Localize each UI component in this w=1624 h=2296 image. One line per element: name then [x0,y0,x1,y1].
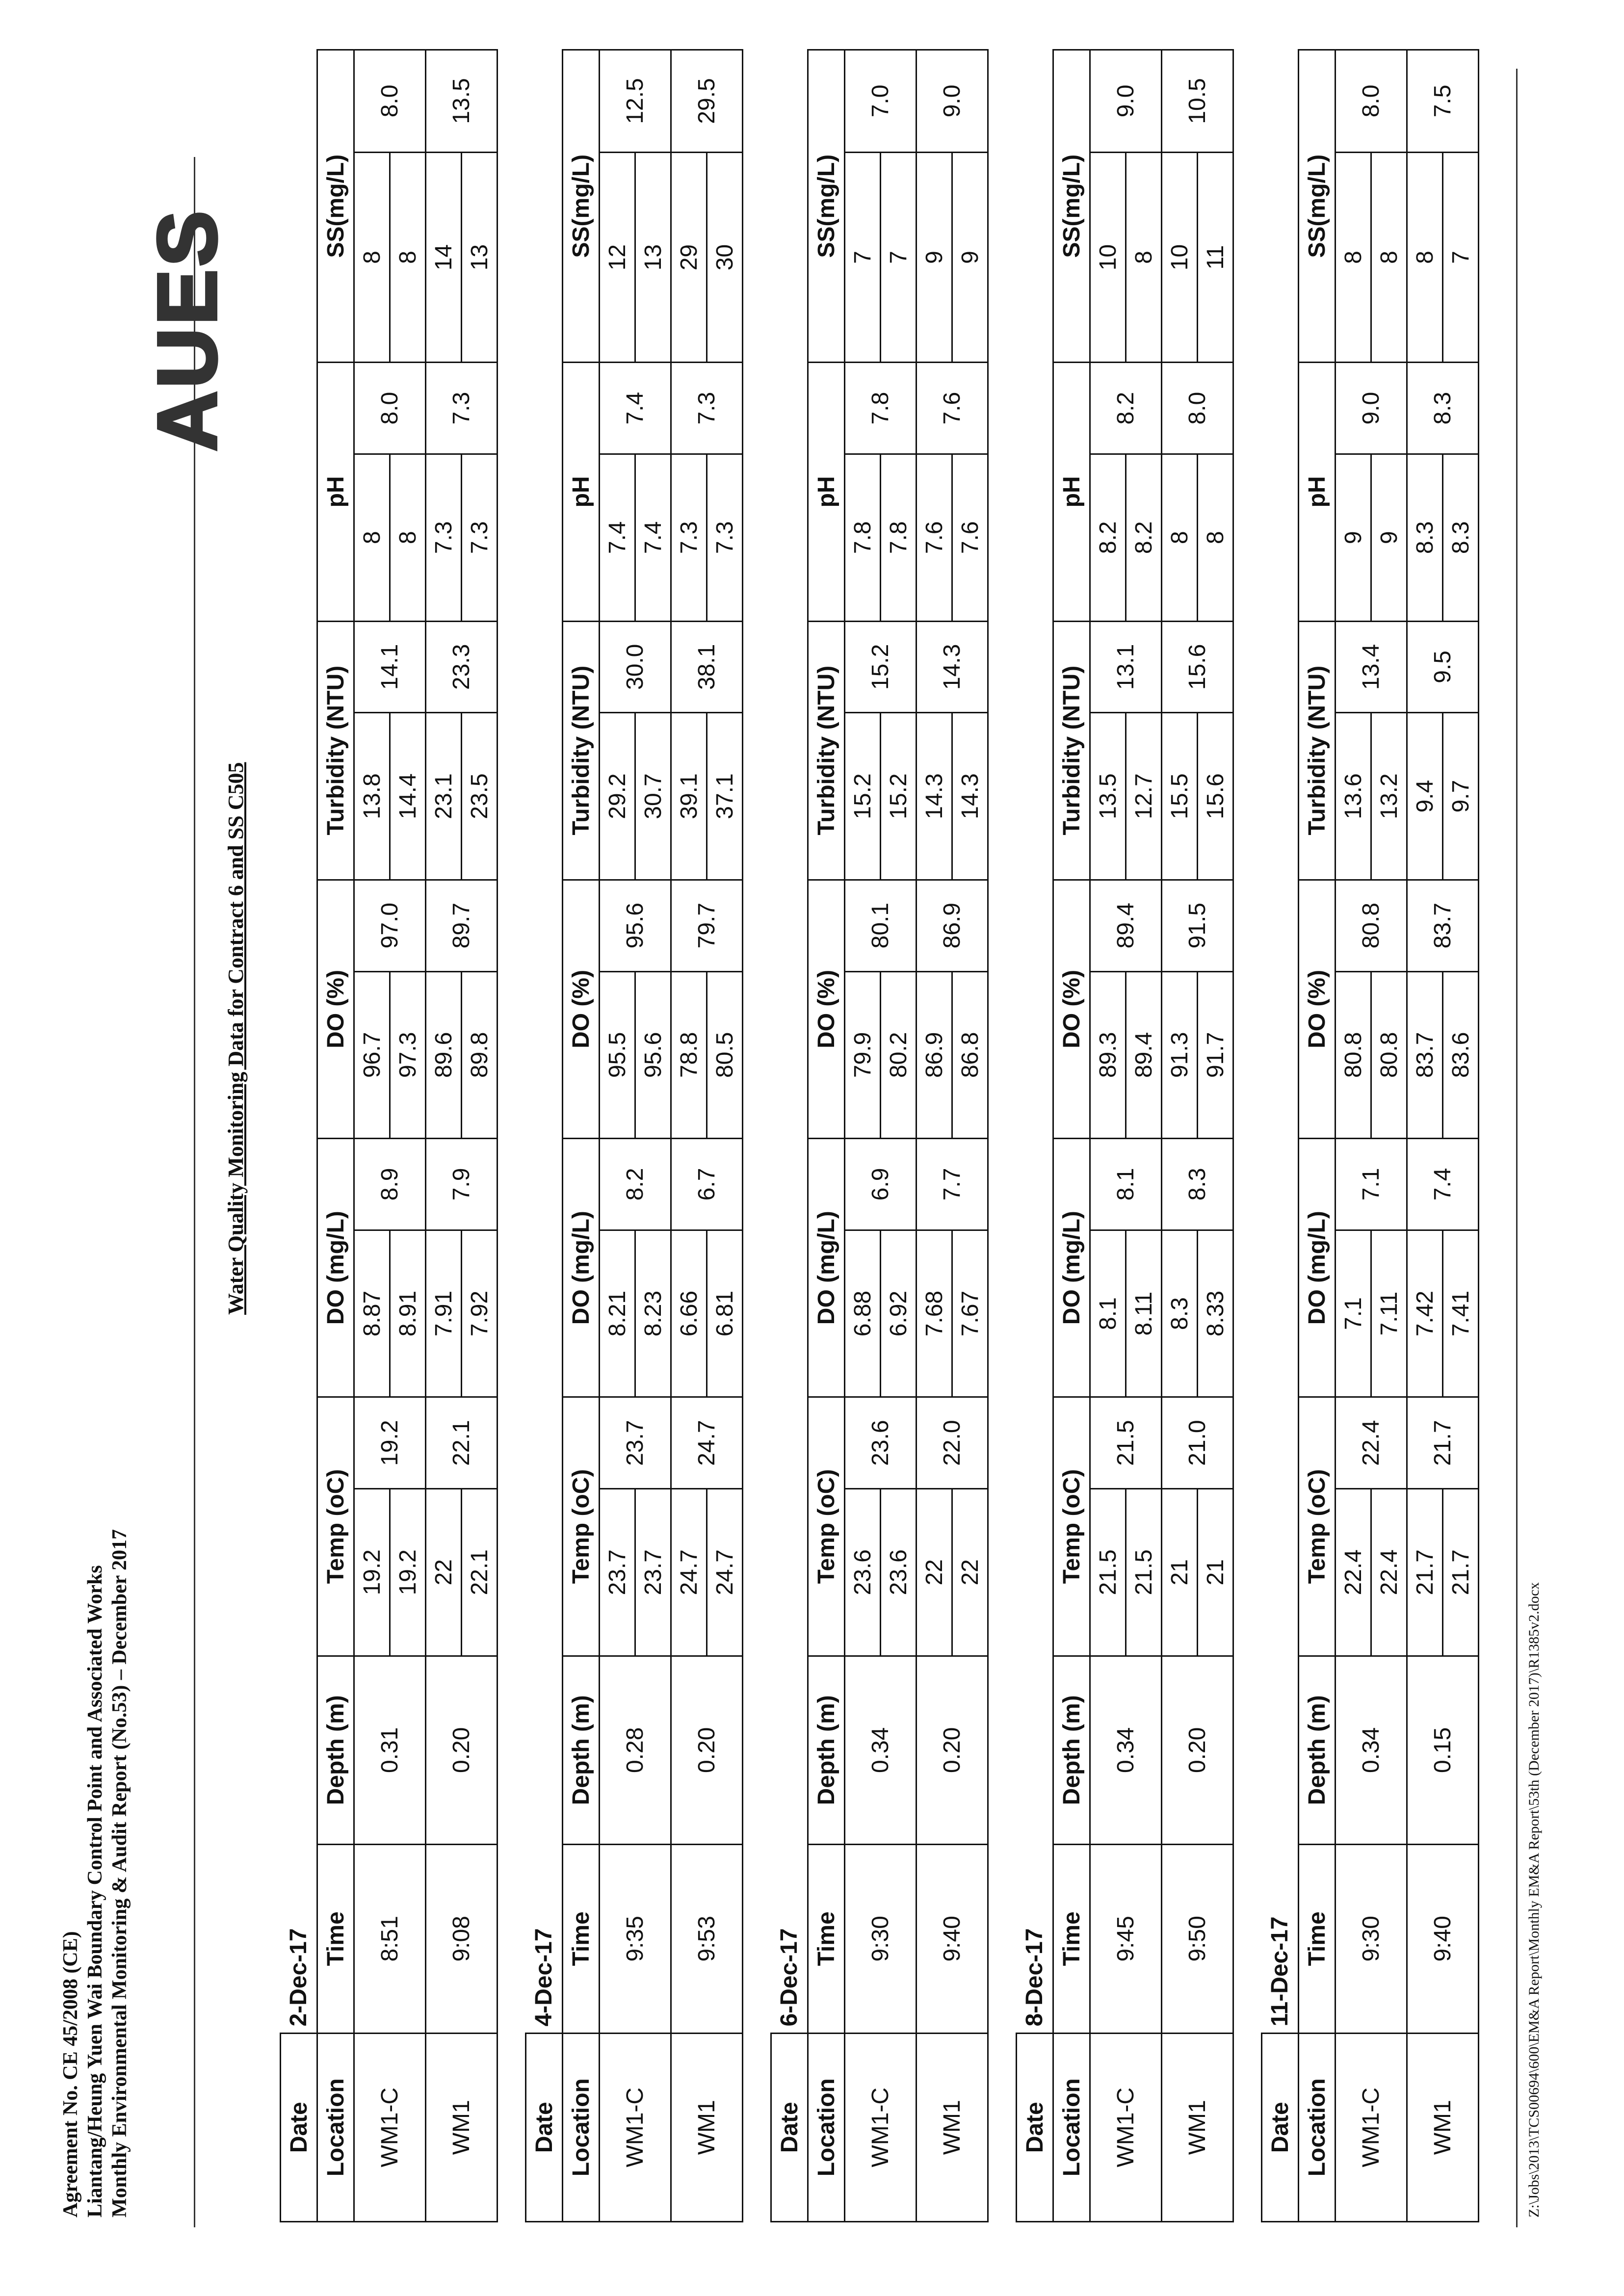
temp-reading: 21 [1198,1489,1233,1656]
do-mgl-average: 6.9 [845,1139,917,1230]
do-pct-reading: 97.3 [390,971,426,1139]
location-cell: WM1 [671,2033,743,2221]
ss-average: 29.5 [671,50,743,153]
time-cell: 9:50 [1162,1845,1233,2033]
column-header-do-mgl: DO (mg/L) [808,1139,845,1397]
column-header-temp: Temp (oC) [563,1397,600,1656]
monitoring-table [280,49,498,2222]
ss-reading: 7 [1443,152,1479,362]
column-header-ph: pH [317,363,354,621]
column-header-location: Location [808,2033,845,2221]
temp-reading: 23.7 [600,1489,635,1656]
do-mgl-reading: 7.42 [1407,1230,1443,1397]
column-header-depth: Depth (m) [563,1656,600,1844]
ph-average: 9.0 [1336,363,1407,454]
turb-reading: 39.1 [671,713,707,880]
temp-reading: 22 [426,1489,462,1656]
turb-average: 15.6 [1162,621,1233,713]
date-row [526,50,563,2222]
column-header-temp: Temp (oC) [1299,1397,1336,1656]
column-header-depth: Depth (m) [317,1656,354,1844]
ph-reading: 7.3 [462,454,498,622]
date-label: Date [1017,2033,1053,2221]
do-pct-average: 79.7 [671,880,743,971]
do-mgl-average: 7.1 [1336,1139,1407,1230]
column-header-temp: Temp (oC) [1053,1397,1090,1656]
table-row [845,50,881,2222]
do-mgl-reading: 7.11 [1371,1230,1407,1397]
ss-reading: 9 [917,152,952,362]
do-pct-average: 89.7 [426,880,498,971]
time-cell: 8:51 [354,1845,426,2033]
temp-reading: 22.4 [1371,1489,1407,1656]
column-header-ss: SS(mg/L) [317,50,354,363]
date-row [771,50,808,2222]
column-header-time: Time [563,1845,600,2033]
ph-reading: 8.3 [1407,454,1443,622]
location-cell: WM1-C [1090,2033,1162,2221]
do-pct-average: 80.8 [1336,880,1407,971]
date-value: 4-Dec-17 [526,50,563,2034]
temp-average: 22.1 [426,1397,498,1489]
do-pct-reading: 95.5 [600,971,635,1139]
column-header-do-mgl: DO (mg/L) [563,1139,600,1397]
ph-average: 8.0 [354,363,426,454]
do-pct-average: 95.6 [600,880,671,971]
ss-reading: 30 [707,152,743,362]
location-cell: WM1 [917,2033,988,2221]
depth-cell: 0.34 [845,1656,917,1844]
table-row [354,50,390,2222]
monitoring-table [770,49,989,2222]
ss-reading: 8 [390,152,426,362]
ss-reading: 8 [1336,152,1371,362]
ph-reading: 9 [1336,454,1371,622]
temp-average: 24.7 [671,1397,743,1489]
do-pct-reading: 80.8 [1371,971,1407,1139]
column-header-location: Location [1299,2033,1336,2221]
temp-average: 19.2 [354,1397,426,1489]
turb-reading: 29.2 [600,713,635,880]
column-header-temp: Temp (oC) [317,1397,354,1656]
ss-reading: 8 [1371,152,1407,362]
do-mgl-reading: 8.1 [1090,1230,1126,1397]
temp-reading: 19.2 [390,1489,426,1656]
turb-reading: 13.2 [1371,713,1407,880]
header-row [317,50,354,2222]
column-header-turbidity: Turbidity (NTU) [1299,621,1336,880]
do-mgl-average: 8.1 [1090,1139,1162,1230]
column-header-time: Time [1299,1845,1336,2033]
turb-reading: 9.7 [1443,713,1479,880]
turb-reading: 12.7 [1126,713,1162,880]
depth-cell: 0.34 [1336,1656,1407,1844]
turb-reading: 9.4 [1407,713,1443,880]
ph-reading: 7.4 [635,454,671,622]
time-cell: 9:35 [600,1845,671,2033]
do-pct-average: 91.5 [1162,880,1233,971]
turb-average: 23.3 [426,621,498,713]
location-cell: WM1-C [845,2033,917,2221]
column-header-turbidity: Turbidity (NTU) [1053,621,1090,880]
column-header-ss: SS(mg/L) [808,50,845,363]
ph-average: 7.4 [600,363,671,454]
time-cell: 9:45 [1090,1845,1162,2033]
table-row [1090,50,1126,2222]
depth-cell: 0.34 [1090,1656,1162,1844]
do-pct-average: 86.9 [917,880,988,971]
ph-average: 8.0 [1162,363,1233,454]
location-cell: WM1-C [1336,2033,1407,2221]
ph-average: 8.2 [1090,363,1162,454]
do-mgl-average: 8.3 [1162,1139,1233,1230]
do-pct-reading: 83.7 [1407,971,1443,1139]
date-label: Date [771,2033,808,2221]
turb-average: 38.1 [671,621,743,713]
column-header-do-pct: DO (%) [317,880,354,1138]
column-header-do-pct: DO (%) [808,880,845,1138]
aues-logo [141,157,240,451]
ph-reading: 7.6 [917,454,952,622]
depth-cell: 0.20 [426,1656,498,1844]
temp-average: 22.0 [917,1397,988,1489]
do-mgl-average: 7.7 [917,1139,988,1230]
table-row [1162,50,1198,2222]
column-header-depth: Depth (m) [1299,1656,1336,1844]
logo-text: AUES [141,208,234,451]
ss-average: 7.5 [1407,50,1479,153]
do-pct-reading: 80.8 [1336,971,1371,1139]
ss-reading: 13 [635,152,671,362]
do-mgl-reading: 6.92 [881,1230,917,1397]
temp-reading: 23.6 [881,1489,917,1656]
date-value: 8-Dec-17 [1017,50,1053,2034]
ph-reading: 7.4 [600,454,635,622]
column-header-do-pct: DO (%) [1299,880,1336,1138]
table-row [1336,50,1371,2222]
do-pct-reading: 89.3 [1090,971,1126,1139]
time-cell: 9:53 [671,1845,743,2033]
location-cell: WM1-C [354,2033,426,2221]
column-header-do-mgl: DO (mg/L) [1299,1139,1336,1397]
document-subtitle: Water Quality Monitoring Data for Contract 6 and SS C505 [224,762,248,1315]
ss-reading: 13 [462,152,498,362]
footer-divider [1516,69,1518,2227]
ss-reading: 7 [881,152,917,362]
do-pct-reading: 79.9 [845,971,881,1139]
ph-average: 7.8 [845,363,917,454]
header-row [808,50,845,2222]
column-header-temp: Temp (oC) [808,1397,845,1656]
column-header-turbidity: Turbidity (NTU) [808,621,845,880]
do-pct-reading: 80.2 [881,971,917,1139]
turb-reading: 15.2 [881,713,917,880]
do-mgl-reading: 7.1 [1336,1230,1371,1397]
turb-reading: 37.1 [707,713,743,880]
turb-average: 13.4 [1336,621,1407,713]
temp-reading: 22 [917,1489,952,1656]
ss-reading: 11 [1198,152,1233,362]
monitoring-table [525,49,743,2222]
turb-reading: 13.6 [1336,713,1371,880]
ss-reading: 9 [952,152,988,362]
table-row [671,50,707,2222]
do-pct-reading: 83.6 [1443,971,1479,1139]
turb-reading: 30.7 [635,713,671,880]
temp-reading: 21.5 [1126,1489,1162,1656]
temp-reading: 22 [952,1489,988,1656]
do-pct-reading: 89.6 [426,971,462,1139]
do-mgl-reading: 8.91 [390,1230,426,1397]
ss-average: 9.0 [1090,50,1162,153]
do-mgl-average: 7.9 [426,1139,498,1230]
column-header-ph: pH [1053,363,1090,621]
ph-average: 8.3 [1407,363,1479,454]
do-mgl-reading: 7.92 [462,1230,498,1397]
temp-reading: 23.7 [635,1489,671,1656]
date-label: Date [1262,2033,1299,2221]
turb-average: 14.3 [917,621,988,713]
table-row [426,50,462,2222]
do-mgl-average: 8.2 [600,1139,671,1230]
header-divider [194,157,195,2227]
ph-average: 7.6 [917,363,988,454]
turb-reading: 13.5 [1090,713,1126,880]
ph-reading: 7.6 [952,454,988,622]
column-header-ss: SS(mg/L) [563,50,600,363]
do-pct-reading: 95.6 [635,971,671,1139]
temp-reading: 24.7 [671,1489,707,1656]
do-mgl-reading: 7.68 [917,1230,952,1397]
turb-average: 9.5 [1407,621,1479,713]
ph-reading: 8 [390,454,426,622]
temp-average: 23.6 [845,1397,917,1489]
column-header-ph: pH [1299,363,1336,621]
header-row [563,50,600,2222]
ph-reading: 9 [1371,454,1407,622]
date-value: 2-Dec-17 [281,50,317,2034]
ss-reading: 10 [1090,152,1126,362]
column-header-location: Location [563,2033,600,2221]
temp-reading: 19.2 [354,1489,390,1656]
ss-average: 8.0 [1336,50,1407,153]
column-header-location: Location [317,2033,354,2221]
column-header-ph: pH [808,363,845,621]
time-cell: 9:30 [1336,1845,1407,2033]
monitoring-table [1261,49,1479,2222]
column-header-turbidity: Turbidity (NTU) [317,621,354,880]
ss-reading: 12 [600,152,635,362]
location-cell: WM1 [1407,2033,1479,2221]
do-mgl-reading: 7.41 [1443,1230,1479,1397]
footer-file-path: Z:\Jobs\2013\TCS00694\600\EM&A Report\Monthly EM&A Report\53th (December 2017)\R1385v2.docx [1526,1582,1542,2218]
turb-reading: 13.8 [354,713,390,880]
location-cell: WM1 [426,2033,498,2221]
column-header-turbidity: Turbidity (NTU) [563,621,600,880]
do-pct-average: 80.1 [845,880,917,971]
column-header-depth: Depth (m) [1053,1656,1090,1844]
ph-average: 7.3 [671,363,743,454]
location-cell: WM1-C [600,2033,671,2221]
do-pct-reading: 89.8 [462,971,498,1139]
monitoring-table [1016,49,1234,2222]
do-mgl-reading: 8.11 [1126,1230,1162,1397]
ph-reading: 8 [1162,454,1198,622]
do-pct-reading: 78.8 [671,971,707,1139]
depth-cell: 0.20 [1162,1656,1233,1844]
do-pct-reading: 86.9 [917,971,952,1139]
ph-reading: 7.8 [881,454,917,622]
turb-average: 30.0 [600,621,671,713]
turb-reading: 23.1 [426,713,462,880]
temp-average: 22.4 [1336,1397,1407,1489]
do-mgl-reading: 8.87 [354,1230,390,1397]
turb-average: 13.1 [1090,621,1162,713]
do-pct-reading: 86.8 [952,971,988,1139]
turb-reading: 15.5 [1162,713,1198,880]
turb-reading: 15.2 [845,713,881,880]
table-row [917,50,952,2222]
turb-reading: 15.6 [1198,713,1233,880]
ss-reading: 8 [1126,152,1162,362]
ss-reading: 10 [1162,152,1198,362]
ss-average: 13.5 [426,50,498,153]
temp-average: 21.7 [1407,1397,1479,1489]
do-mgl-reading: 6.81 [707,1230,743,1397]
turb-reading: 23.5 [462,713,498,880]
turb-average: 14.1 [354,621,426,713]
do-mgl-reading: 7.67 [952,1230,988,1397]
depth-cell: 0.31 [354,1656,426,1844]
temp-average: 21.5 [1090,1397,1162,1489]
time-cell: 9:08 [426,1845,498,2033]
column-header-ss: SS(mg/L) [1299,50,1336,363]
do-mgl-average: 8.9 [354,1139,426,1230]
column-header-do-pct: DO (%) [563,880,600,1138]
do-mgl-reading: 7.91 [426,1230,462,1397]
depth-cell: 0.20 [671,1656,743,1844]
ph-reading: 8 [1198,454,1233,622]
ph-reading: 8.3 [1443,454,1479,622]
do-mgl-average: 6.7 [671,1139,743,1230]
do-pct-reading: 89.4 [1126,971,1162,1139]
do-mgl-reading: 8.23 [635,1230,671,1397]
ss-reading: 8 [354,152,390,362]
do-mgl-reading: 8.21 [600,1230,635,1397]
ss-average: 10.5 [1162,50,1233,153]
temp-average: 23.7 [600,1397,671,1489]
column-header-time: Time [317,1845,354,2033]
temp-reading: 21.7 [1407,1489,1443,1656]
turb-reading: 14.3 [952,713,988,880]
column-header-time: Time [1053,1845,1090,2033]
do-mgl-reading: 6.88 [845,1230,881,1397]
ph-reading: 7.3 [671,454,707,622]
column-header-time: Time [808,1845,845,2033]
ss-average: 8.0 [354,50,426,153]
time-cell: 9:30 [845,1845,917,2033]
header-row [1299,50,1336,2222]
ss-reading: 29 [671,152,707,362]
ph-reading: 7.8 [845,454,881,622]
do-mgl-reading: 8.3 [1162,1230,1198,1397]
column-header-do-mgl: DO (mg/L) [1053,1139,1090,1397]
table-row [1407,50,1443,2222]
turb-average: 15.2 [845,621,917,713]
do-pct-average: 83.7 [1407,880,1479,971]
depth-cell: 0.20 [917,1656,988,1844]
temp-average: 21.0 [1162,1397,1233,1489]
turb-reading: 14.3 [917,713,952,880]
date-label: Date [281,2033,317,2221]
table-row [600,50,635,2222]
time-cell: 9:40 [917,1845,988,2033]
temp-reading: 21.5 [1090,1489,1126,1656]
date-value: 11-Dec-17 [1262,50,1299,2034]
column-header-do-pct: DO (%) [1053,880,1090,1138]
do-pct-reading: 96.7 [354,971,390,1139]
ph-reading: 7.3 [707,454,743,622]
do-mgl-reading: 6.66 [671,1230,707,1397]
do-pct-reading: 80.5 [707,971,743,1139]
column-header-ph: pH [563,363,600,621]
ss-average: 9.0 [917,50,988,153]
do-mgl-average: 7.4 [1407,1139,1479,1230]
depth-cell: 0.15 [1407,1656,1479,1844]
do-pct-reading: 91.7 [1198,971,1233,1139]
date-value: 6-Dec-17 [771,50,808,2034]
ph-reading: 8 [354,454,390,622]
header-line-2: Liantang/Heung Yuen Wai Boundary Control Point and Associated Works [84,1565,106,2218]
ss-average: 7.0 [845,50,917,153]
do-pct-average: 97.0 [354,880,426,971]
turb-reading: 14.4 [390,713,426,880]
ph-average: 7.3 [426,363,498,454]
depth-cell: 0.28 [600,1656,671,1844]
header-line-3: Monthly Environmental Monitoring & Audit Report (No.53) – December 2017 [108,1529,131,2218]
date-row [1017,50,1053,2222]
column-header-depth: Depth (m) [808,1656,845,1844]
ss-reading: 14 [426,152,462,362]
temp-reading: 22.4 [1336,1489,1371,1656]
ph-reading: 7.3 [426,454,462,622]
date-label: Date [526,2033,563,2221]
column-header-location: Location [1053,2033,1090,2221]
ss-average: 12.5 [600,50,671,153]
ph-reading: 8.2 [1090,454,1126,622]
header-row [1053,50,1090,2222]
ss-reading: 8 [1407,152,1443,362]
temp-reading: 21 [1162,1489,1198,1656]
temp-reading: 22.1 [462,1489,498,1656]
ph-reading: 8.2 [1126,454,1162,622]
do-mgl-reading: 8.33 [1198,1230,1233,1397]
temp-reading: 21.7 [1443,1489,1479,1656]
header-line-1: Agreement No. CE 45/2008 (CE) [59,1931,82,2218]
date-row [281,50,317,2222]
time-cell: 9:40 [1407,1845,1479,2033]
do-pct-average: 89.4 [1090,880,1162,971]
ss-reading: 7 [845,152,881,362]
location-cell: WM1 [1162,2033,1233,2221]
temp-reading: 24.7 [707,1489,743,1656]
do-pct-reading: 91.3 [1162,971,1198,1139]
column-header-do-mgl: DO (mg/L) [317,1139,354,1397]
temp-reading: 23.6 [845,1489,881,1656]
date-row [1262,50,1299,2222]
column-header-ss: SS(mg/L) [1053,50,1090,363]
